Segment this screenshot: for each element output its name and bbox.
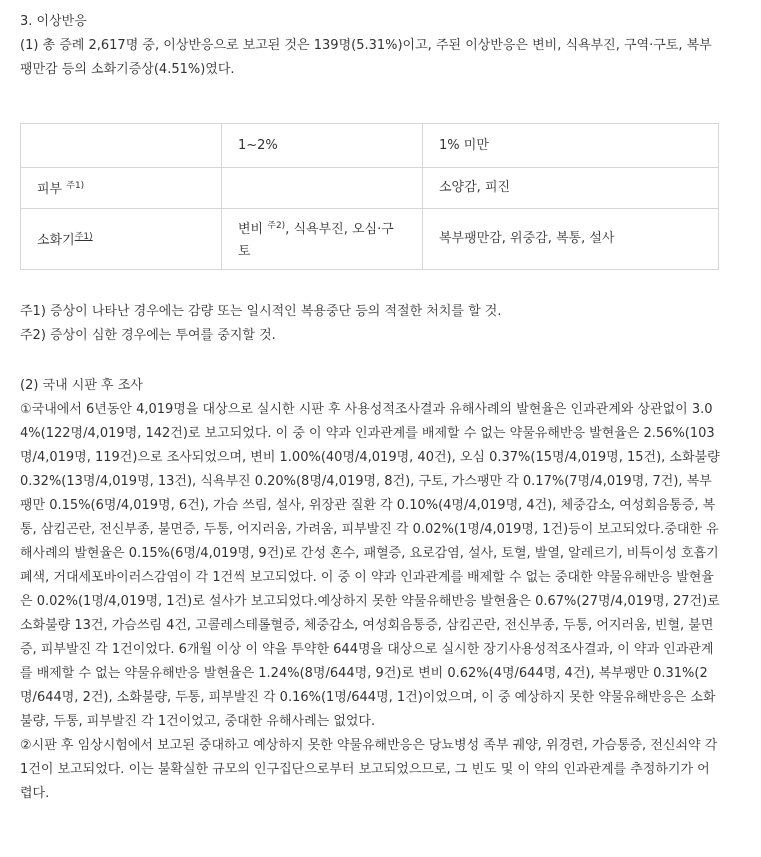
table-header-cell [21, 124, 222, 168]
category-label: 소화기 [37, 232, 75, 248]
adverse-reactions-section [20, 10, 720, 82]
table-header-row [21, 124, 719, 168]
footnote-ref: 주2) [267, 220, 286, 231]
table-row [21, 208, 719, 269]
category-label: 피부 [37, 181, 63, 197]
table-cell-lt1: 복부팽만감, 위중감, 복통, 설사 [423, 208, 719, 269]
pms-paragraph-1: ①국내에서 6년동안 4,019명을 대상으로 실시한 시판 후 사용성적조사결과 유해사례의 발현율은 인과관계와 상관없이 3.04%(122명/4,019명, 142건)로 보고되었다. 이 중 이 약과 인과관계를 배제할 수 없는 약물유해반응 발현율은 2.56%(103명/4,019명, 119건)으로 조사되었으며, 변비 1.00%(40명/4,019명, 40건), 오심 0.37%(15명/4,019명, 15건), 소화불량 0.32%(13명/4,019명, 13건), 식욕부진 0.20%(8명/4,019명, 8건), 구토, 가스팽만 각 0.17%(7명/4,019명, 7건), 복부팽만 0.15%(6명/4,019명, 6건), 가슴 쓰림, 설사, 위장관 질환 각 0.10%(4명/4,019명, 4건), 체중감소, 여성회음통증, 복통, 삼킴곤란, 전신부종, 불면증, 두통, 어지러움, 가려움, 피부발진 각 0.02%(1명/4,019명, 1건)등이 보고되었다.중대한 유해사례의 발현율은 0.15%(6명/4,019명, 9건)로 간성 혼수, 패혈증, 요로감염, 설사, 토혈, 발열, 알레르기, 비특이성 호흡기폐색, 거대세포바이러스감염이 각 1건씩 보고되었다. 이 중 이 약과 인과관계를 배제할 수 없는 중대한 약물유해반응 발현율은 0.02%(1명/4,019명, 1건)로 설사가 보고되었다.예상하지 못한 약물유해반응 발현율은 0.67%(27명/4,019명, 27건)로 소화불량 13건, 가슴쓰림 4건, 고콜레스테롤혈증, 체중감소, 여성회음통증, 삼킴곤란, 전신부종, 두통, 어지러움, 빈혈, 불면증, 피부발진 각 1건이었다. 6개월 이상 이 약을 투약한 644명을 대상으로 실시한 장기사용성적조사결과, 이 약과 인과관계를 배제할 수 없는 약물유해반응 발현율은 1.24%(8명/644명, 9건)로 변비 0.62%(4명/644명, 4건), 복부팽만 0.31%(2명/644명, 2건), 소화불량, 두통, 피부발진 각 0.16%(1명/644명, 1건)이었으며, 이 중 예상하지 못한 약물유해반응은 소화불량, 두통, 피부발진 각 1건이었고, 중대한 유해사례는 없었다. [20, 402, 720, 729]
table-row [21, 168, 719, 208]
symptom-label: 변비 [238, 221, 264, 237]
table-cell-category [21, 208, 222, 269]
table-header-cell: 1~2% [222, 124, 423, 168]
adverse-reactions-table [20, 123, 719, 270]
footnote-ref: 주1) [74, 231, 93, 242]
table-cell-lt1: 소양감, 피진 [423, 168, 719, 208]
footnote-2: 주2) 증상이 심한 경우에는 투여를 중지할 것. [20, 328, 276, 343]
footnote-1: 주1) 증상이 나타난 경우에는 감량 또는 일시적인 복용중단 등의 적절한 처치를 할 것. [20, 304, 502, 319]
subsection-heading: (2) 국내 시판 후 조사 [20, 378, 143, 393]
table-header-cell: 1% 미만 [423, 124, 719, 168]
post-marketing-section [20, 374, 720, 806]
table-cell-1-2 [222, 168, 423, 208]
section-heading: 3. 이상반응 [20, 14, 87, 29]
table-cell-1-2 [222, 208, 423, 269]
pms-paragraph-2: ②시판 후 임상시험에서 보고된 중대하고 예상하지 못한 약물유해반응은 당뇨병성 족부 궤양, 위경련, 가슴통증, 전신쇠약 각 1건이 보고되었다. 이는 불확실한 규모의 인구집단으로부터 보고되었으므로, 그 빈도 및 이 약의 인과관계를 추정하기가 어렵다. [20, 738, 718, 801]
footnote-ref: 주1) [66, 180, 85, 191]
intro-paragraph: (1) 총 증례 2,617명 중, 이상반응으로 보고된 것은 139명(5.31%)이고, 주된 이상반응은 변비, 식욕부진, 구역·구토, 복부팽만감 등의 소화기증상(4.51%)였다. [20, 38, 712, 77]
table-cell-category [21, 168, 222, 208]
symptom-list: , 식욕부진, 오심·구토 [238, 221, 394, 259]
footnotes [20, 300, 720, 348]
